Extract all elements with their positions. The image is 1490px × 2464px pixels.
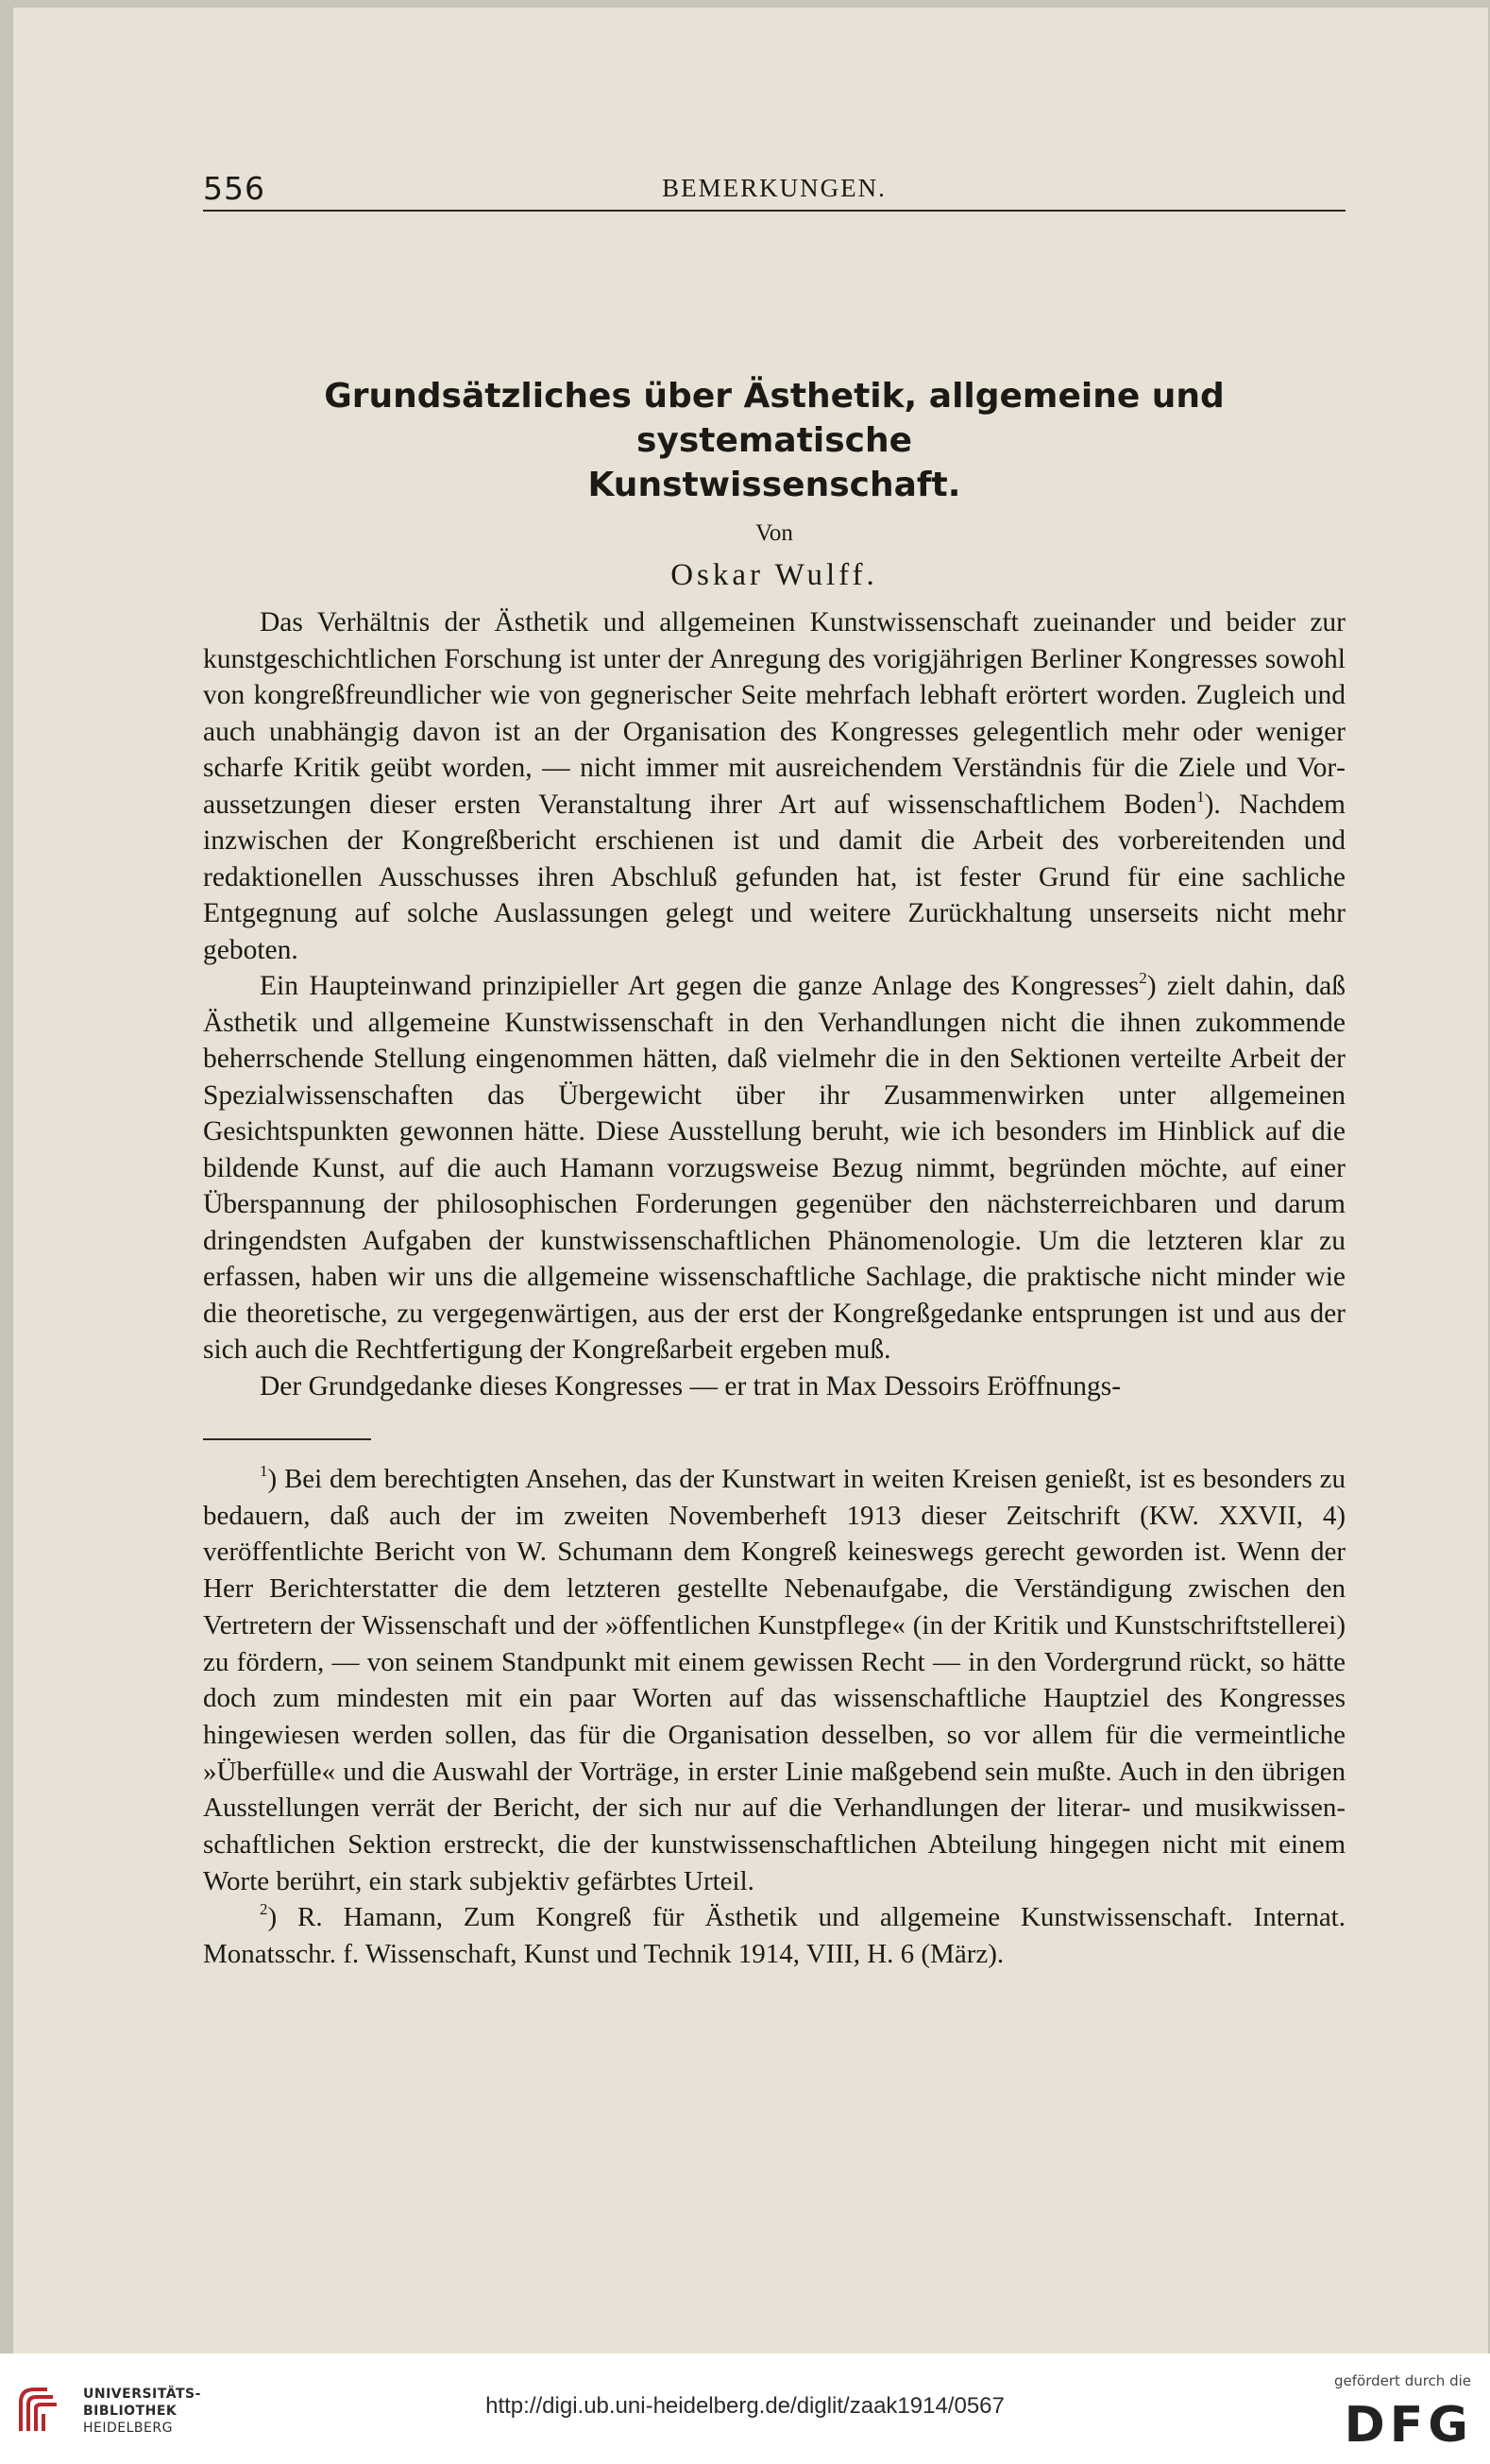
funder-caption: gefördert durch die (1334, 2372, 1471, 2389)
page-number: 556 (203, 170, 265, 207)
library-name-line-2: BIBLIOTHEK (83, 2404, 178, 2419)
page-content (203, 159, 1346, 1973)
footnote-ref-2: 2 (1139, 969, 1147, 987)
footnote-2-text: ) R. Hamann, Zum Kongreß für Ästhetik und allgemeine Kunstwissenschaft. Internat. Monatsschr. f. Wissenschaft, Kunst und Technik 1914, VIII, H. 6 (März). (203, 1902, 1346, 1970)
article-title-line-2: Kunstwissenschaft. (587, 466, 961, 504)
footnote-2 (203, 1899, 1346, 1972)
paragraph-2 (203, 968, 1346, 1368)
running-head (203, 159, 1346, 212)
section-title: BEMERKUNGEN. (662, 174, 887, 202)
paragraph-3: Der Grundgedanke dieses Kongresses — er trat in Max Dessoirs Eröffnungs- (260, 1370, 1122, 1402)
footnote-1 (203, 1461, 1346, 1899)
author-name: Oskar Wulff. (670, 558, 878, 592)
article-title-line-1: Grundsätzliches über Ästhetik, allgemeine und systematische (324, 377, 1225, 460)
footnote-1-mark: 1 (260, 1462, 268, 1480)
footnote-ref-1: 1 (1196, 787, 1205, 806)
paragraph-1-text-a: Das Verhältnis der Ästhetik und allgemeinen Kunstwissenschaft zueinander und beider zur kunstgeschichtlichen Forschung ist unter der Anregung des vorigjährigen Berliner Kongresses sowohl von kongreßfreundlicher wie von gegnerischer Seite mehrfach lebhaft erörtert worden. Zugleich und auch unabhängig davon ist an der Organisation des Kongresses gelegentlich mehr oder weniger scharfe Kritik geübt worden, — nicht immer mit ausreichendem Verständnis für die Ziele und Voraussetzungen dieser ersten Veranstaltung ihrer Art auf wissenschaftlichem Boden (203, 607, 1346, 820)
byline-von: Von (755, 520, 793, 546)
paragraph-1-text-b: ). Nachdem inzwischen der Kongreßbericht erschienen ist und damit die Arbeit des vorbereitenden und redaktionellen Ausschusses ihren Abschluß gefunden hat, ist fester Grund für eine sachliche Entgegnung auf solche Auslassungen gelegt und weitere Zurückhaltung unserseits nicht mehr geboten. (203, 789, 1346, 965)
paragraph-2-text-a: Ein Haupteinwand prinzipieller Art gegen die ganze Anlage des Kongresses (260, 971, 1140, 1001)
scanned-page (13, 8, 1488, 2354)
library-name-line-1: UNIVERSITÄTS- (83, 2387, 201, 2402)
dfg-logo: DFG (1344, 2397, 1473, 2454)
viewer-footer (0, 2354, 1490, 2464)
paragraph-2-text-b: ) zielt dahin, daß Ästhetik und allgemeine Kunstwissenschaft in den Verhandlungen nicht die ihnen zukommende beherrschende Stellung eingenommen hätten, daß vielmehr die in den Sektionen verteilte Arbeit der Spezialwissenschaften das Übergewicht über ihr Zusammenwirken unter allgemeinen Gesichtspunkten gewonnen hätte. Diese Ausstellung beruht, wie ich besonders im Hinblick auf die bildende Kunst, auf die auch Hamann vorzugsweise Bezug nimmt, begründen möchte, auf einer Überspannung der philosophischen Forderungen gegenüber den nächsterreichbaren und darum dringendsten Aufgaben der kunstwissenschaftlichen Phänomenologie. Um die letzteren klar zu erfassen, haben wir uns die allgemeine wissenschaftliche Sachlage, die praktische nicht minder wie die theoretische, zu vergegenwärtigen, aus der erst der Kongreßgedanke entsprungen ist und aus der sich auch die Rechtfertigung der Kongreßarbeit ergeben muß. (203, 971, 1346, 1365)
permalink-url[interactable]: http://digi.ub.uni-heidelberg.de/diglit/zaak1914/0567 (485, 2393, 1005, 2419)
footnote-1-text: ) Bei dem berechtigten Ansehen, das der Kunstwart in weiten Kreisen genießt, ist es besonders zu bedauern, daß auch der im zweiten Novemberheft 1913 dieser Zeitschrift (KW. XXVII, 4) veröffentlichte Bericht von W. Schumann dem Kongreß keineswegs gerecht geworden ist. Wenn der Herr Berichterstatter die dem letzteren gestellte Nebenaufgabe, die Verständigung zwischen den Vertretern der Wissenschaft und der »öffentlichen Kunstpflege« (in der Kritik und Kunstschriftstellerei) zu fördern, — von seinem Standpunkt mit einem gewissen Recht — in den Vordergrund rückt, so hätte doch zum mindesten mit ein paar Worten auf das wissenschaftliche Hauptziel des Kongresses hingewiesen werden sollen, das für die Organisation desselben, so vor allem für die vermeintliche »Überfülle« und die Auswahl der Vorträge, in erster Linie maßgebend sein mußte. Auch in den übrigen Ausstellungen verrät der Bericht, der sich nur auf die Verhandlungen der literar- und musikwissenschaftlichen Sektion erstreckt, die der kunstwissenschaftlichen Abteilung hingegen nicht mit einem Worte berührt, ein stark subjektiv gefärbtes Urteil. (203, 1464, 1346, 1896)
footnote-divider (203, 1438, 371, 1440)
paragraph-1 (203, 604, 1346, 968)
footnotes (203, 1461, 1346, 1973)
article-title (203, 374, 1346, 507)
library-name-line-3: HEIDELBERG (83, 2421, 173, 2436)
body-text (203, 604, 1346, 1404)
footnote-2-mark: 2 (260, 1900, 268, 1919)
